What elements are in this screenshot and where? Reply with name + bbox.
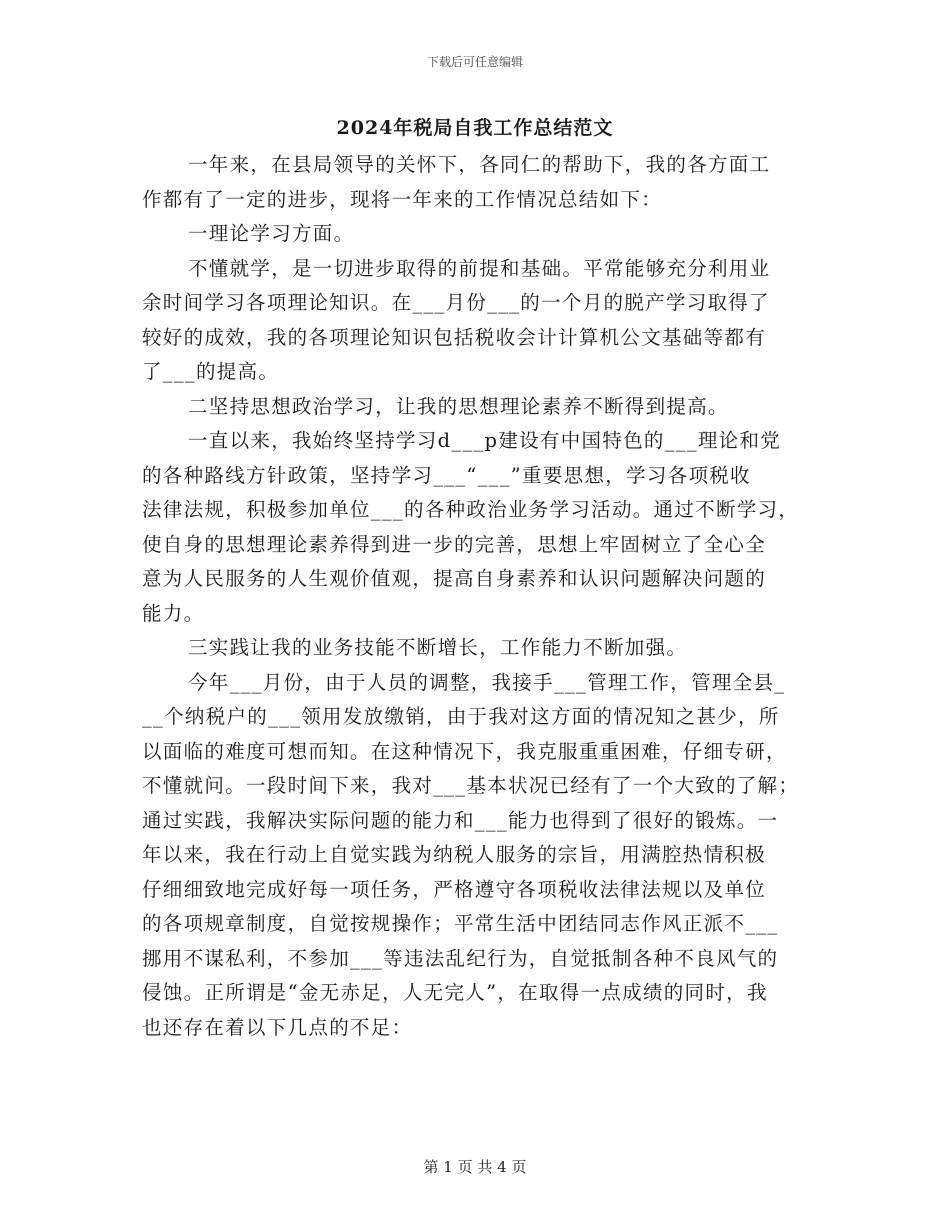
text-line: 一直以来，我始终坚持学习d___p建设有中国特色的___理论和党 xyxy=(188,429,782,452)
text-line: 不懂就学，是一切进步取得的前提和基础。平常能够充分利用业 xyxy=(188,256,771,280)
text-line: 能力。 xyxy=(142,601,205,625)
text-line: 的各种路线方针政策，坚持学习___“___”重要思想，学习各项税收 xyxy=(142,463,751,487)
text-line: 余时间学习各项理论知识。在___月份___的一个月的脱产学习取得了 xyxy=(142,291,770,314)
text-line: 挪用不谋私利，不参加___等违法乱纪行为，自觉抵制各种不良风气的 xyxy=(142,946,779,970)
section-2-heading: 二坚持思想政治学习，让我的思想理论素养不断得到提高。 xyxy=(188,394,729,418)
section-1-paragraph xyxy=(142,252,818,390)
text-line: 仔细细致地完成好每一项任务，严格遵守各项税收法律法规以及单位 xyxy=(142,877,767,901)
section-1-heading: 一理论学习方面。 xyxy=(188,222,355,245)
text-line: __个纳税户的___领用发放缴销，由于我对这方面的情况知之甚少，所 xyxy=(142,705,780,728)
text-line: 的各项规章制度，自觉按规操作；平常生活中团结同志作风正派不___ xyxy=(142,912,779,935)
page-number: 第 1 页 共 4 页 xyxy=(423,1158,527,1176)
section-3-paragraph xyxy=(142,666,818,1046)
document-title: 2024年税局自我工作总结范文 xyxy=(336,117,614,139)
text-line: 侵蚀。正所谓是“金无赤足，人无完人”，在取得一点成绩的同时，我 xyxy=(142,981,768,1004)
text-line: 通过实践，我解决实际问题的能力和___能力也得到了很好的锻炼。一 xyxy=(142,808,779,832)
text-line: 也还存在着以下几点的不足： xyxy=(142,1015,413,1039)
section-2-paragraph xyxy=(142,424,818,631)
text-line: 作都有了一定的进步，现将一年来的工作情况总结如下： xyxy=(142,187,663,211)
intro-paragraph xyxy=(142,148,818,217)
text-line: 今年___月份，由于人员的调整，我接手___管理工作，管理全县_ xyxy=(188,670,786,694)
text-line: 意为人民服务的人生观价值观，提高自身素养和认识问题解决问题的 xyxy=(142,567,767,590)
text-line: 较好的成效，我的各项理论知识包括税收会计计算机公文基础等都有 xyxy=(142,325,767,349)
text-line: 了___的提高。 xyxy=(142,360,280,383)
text-line: 年以来，我在行动上自觉实践为纳税人服务的宗旨，用满腔热情积极 xyxy=(142,843,767,866)
document-body xyxy=(142,148,818,1045)
page-header-note: 下载后可任意编辑 xyxy=(426,55,523,69)
section-3-heading: 三实践让我的业务技能不断增长，工作能力不断加强。 xyxy=(188,636,688,659)
text-line: 不懂就问。一段时间下来，我对___基本状况已经有了一个大致的了解； xyxy=(142,774,800,797)
text-line: 使自身的思想理论素养得到进一步的完善，思想上牢固树立了全心全 xyxy=(142,532,767,556)
text-line: 一年来，在县局领导的关怀下，各同仁的帮助下，我的各方面工 xyxy=(188,153,771,176)
text-line: 以面临的难度可想而知。在这种情况下，我克服重重困难，仔细专研， xyxy=(142,739,787,763)
text-line: 法律法规，积极参加单位___的各种政治业务学习活动。通过不断学习， xyxy=(142,498,800,521)
